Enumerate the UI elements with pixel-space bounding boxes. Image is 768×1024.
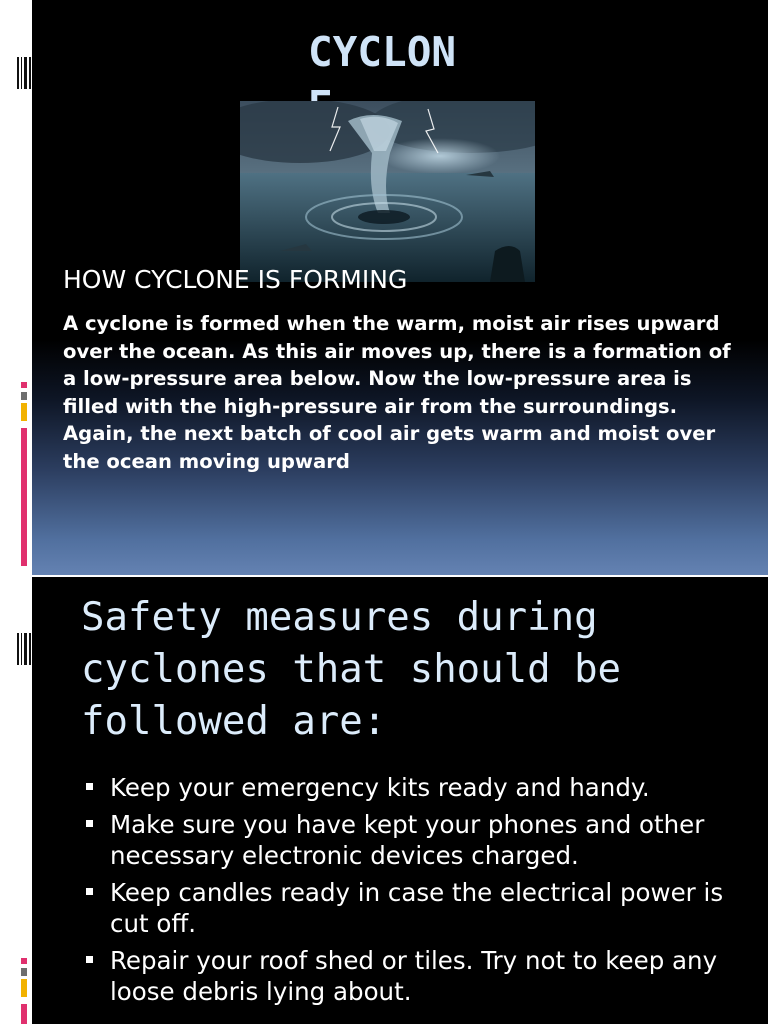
list-item-text: Keep candles ready in case the electrical power is cut off. xyxy=(110,878,724,938)
barcode-icon xyxy=(17,633,31,665)
slide-1-subheading: HOW CYCLONE IS FORMING xyxy=(63,265,408,294)
list-item xyxy=(86,877,746,939)
accent-pink-long xyxy=(21,1004,27,1024)
slide-2-title: Safety measures during cyclones that should be followed are: xyxy=(81,595,622,744)
accent-yellow xyxy=(21,403,27,421)
bullet-icon xyxy=(86,956,93,963)
bullet-icon xyxy=(86,820,93,827)
bullet-icon xyxy=(86,888,93,895)
accent-gray xyxy=(21,392,27,400)
slide-1-title: CYCLON xyxy=(308,28,457,76)
barcode-icon xyxy=(17,57,31,89)
left-strip xyxy=(0,0,32,575)
list-item xyxy=(86,809,746,871)
list-item-text: Repair your roof shed or tiles. Try not to keep any loose debris lying about. xyxy=(110,946,718,1006)
accent-yellow xyxy=(21,979,27,997)
left-strip xyxy=(0,577,32,1024)
cyclone-image xyxy=(240,101,535,282)
bullet-icon xyxy=(86,783,93,790)
slide-1-body: A cyclone is formed when the warm, moist air rises upward over the ocean. As this air moves up, there is a formation of a low-pressure area below. Now the low-pressure area is filled with the high-pressure air from the surroundings. Again, the next batch of cool air gets warm and moist over the ocean moving upward xyxy=(63,312,731,473)
accent-gray xyxy=(21,968,27,976)
safety-measures-list xyxy=(86,772,746,1013)
list-item xyxy=(86,945,746,1007)
list-item-text: Make sure you have kept your phones and other necessary electronic devices charged. xyxy=(110,810,705,870)
list-item xyxy=(86,772,746,803)
list-item-text: Keep your emergency kits ready and handy. xyxy=(110,773,650,802)
accent-pink xyxy=(21,958,27,964)
accent-pink-long xyxy=(21,428,27,566)
accent-pink xyxy=(21,382,27,388)
